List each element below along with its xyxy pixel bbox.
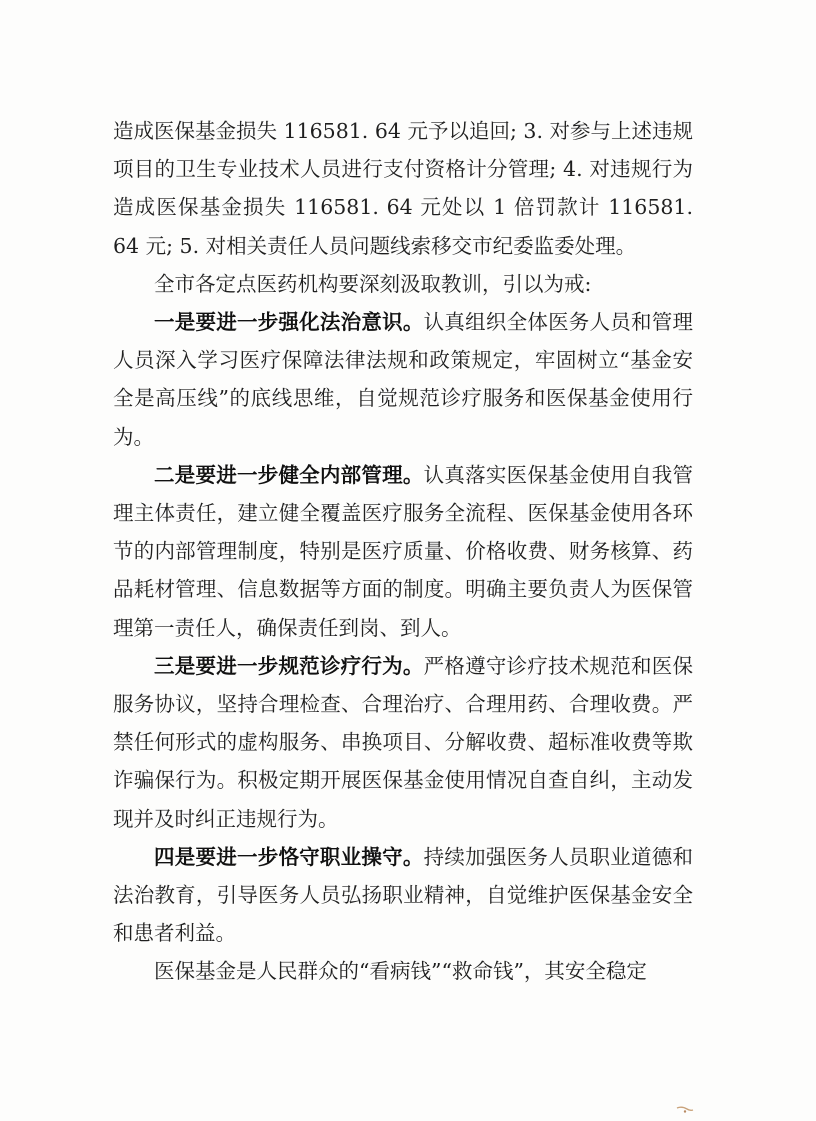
- paragraph-rule-of-law: [113, 303, 693, 456]
- paragraph-diagnosis-behavior: [113, 647, 693, 838]
- paragraph-penalty-continuation: [113, 112, 693, 265]
- paragraph-text: 认真组织全体医务人员和管理人员深入学习医疗保障法律法规和政策规定，牢固树立“基金安全是高压线”的底线思维，自觉规范诊疗服务和医保基金使用行为。: [113, 310, 694, 449]
- document-body: [113, 112, 693, 991]
- paragraph-heading: 二是要进一步健全内部管理。: [154, 462, 424, 487]
- paragraph-heading: 三是要进一步规范诊疗行为。: [154, 653, 424, 678]
- paragraph-closing-start: [113, 952, 693, 990]
- paragraph-professional-ethics: [113, 838, 693, 953]
- paragraph-text: 医保基金是人民群众的“看病钱”“救命钱”，其安全稳定: [154, 959, 647, 984]
- paragraph-text: 持续加强医务人员职业道德和法治教育，引导医务人员弘扬职业精神，自觉维护医保基金安全和患者利益。: [113, 844, 694, 946]
- paragraph-text: 全市各定点医药机构要深刻汲取教训，引以为戒:: [154, 271, 592, 296]
- paragraph-text: 认真落实医保基金使用自我管理主体责任，建立健全覆盖医疗服务全流程、医保基金使用各环节的内部管理制度，特别是医疗质量、价格收费、财务核算、药品耗材管理、信息数据等方面的制度。明确主要负责人为医保管理第一责任人，确保责任到岗、到人。: [113, 462, 694, 640]
- paragraph-text: 严格遵守诊疗技术规范和医保服务协议，坚持合理检查、合理治疗、合理用药、合理收费。严禁任何形式的虚构服务、串换项目、分解收费、超标准收费等欺诈骗保行为。积极定期开展医保基金使用情况自查自纠，主动发现并及时纠正违规行为。: [113, 653, 694, 831]
- paragraph-heading: 一是要进一步强化法治意识。: [154, 310, 424, 335]
- paragraph-internal-management: [113, 456, 693, 647]
- scan-mark-icon: [676, 1106, 694, 1114]
- paragraph-heading: 四是要进一步恪守职业操守。: [154, 844, 424, 869]
- paragraph-text: 造成医保基金损失 116581. 64 元予以追回; 3. 对参与上述违规项目的卫生专业技术人员进行支付资格计分管理; 4. 对违规行为造成医保基金损失 116581. 64 元处以 1 倍罚款计 116581. 64 元; 5. 对相关责任人员问题线索移交市纪委监委处理。: [113, 119, 693, 258]
- paragraph-lesson-intro: [113, 265, 693, 303]
